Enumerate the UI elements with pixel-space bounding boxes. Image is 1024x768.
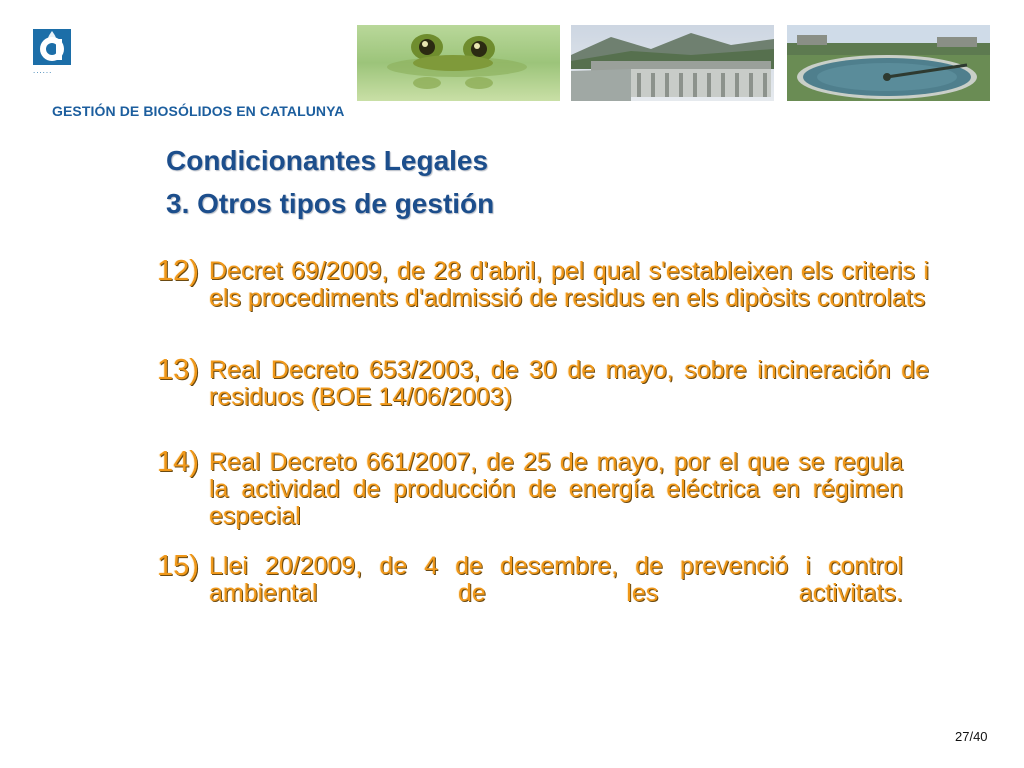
item-number: 15) xyxy=(157,550,199,582)
frog-in-water-photo xyxy=(357,25,560,101)
slide-subtitle: 3. Otros tipos de gestión xyxy=(166,188,495,219)
logo-mark xyxy=(33,29,71,65)
header-title: GESTIÓN DE BIOSÓLIDOS EN CATALUNYA xyxy=(52,103,345,119)
item-text: Decret 69/2009, de 28 d'abril, pel qual s'estableixen els criteris i els procediments d'admissió de residus en els dipòsits controlats xyxy=(209,257,929,312)
treatment-plant-photo xyxy=(787,25,990,101)
slide-title: Condicionantes Legales xyxy=(166,145,489,176)
list-item xyxy=(157,551,917,611)
item-number: 14) xyxy=(157,446,199,478)
list-item xyxy=(157,256,937,340)
item-number: 12) xyxy=(157,255,199,287)
list-item xyxy=(157,447,917,533)
dam-photo xyxy=(571,25,774,101)
item-text: Real Decreto 653/2003, de 30 de mayo, sobre incineración de residuos (BOE 14/06/2003) xyxy=(209,356,929,411)
page-number: 27/40 xyxy=(955,729,988,744)
item-number: 13) xyxy=(157,354,199,386)
list-item xyxy=(157,355,937,415)
logo-dots: ...... xyxy=(33,66,53,75)
agency-logo xyxy=(33,29,73,73)
item-text: Llei 20/2009, de 4 de desembre, de prevenció i control ambiental de les activitats. xyxy=(209,552,903,607)
item-text: Real Decreto 661/2007, de 25 de mayo, por el que se regula la actividad de producción de energía eléctrica en régimen especial xyxy=(209,448,903,530)
